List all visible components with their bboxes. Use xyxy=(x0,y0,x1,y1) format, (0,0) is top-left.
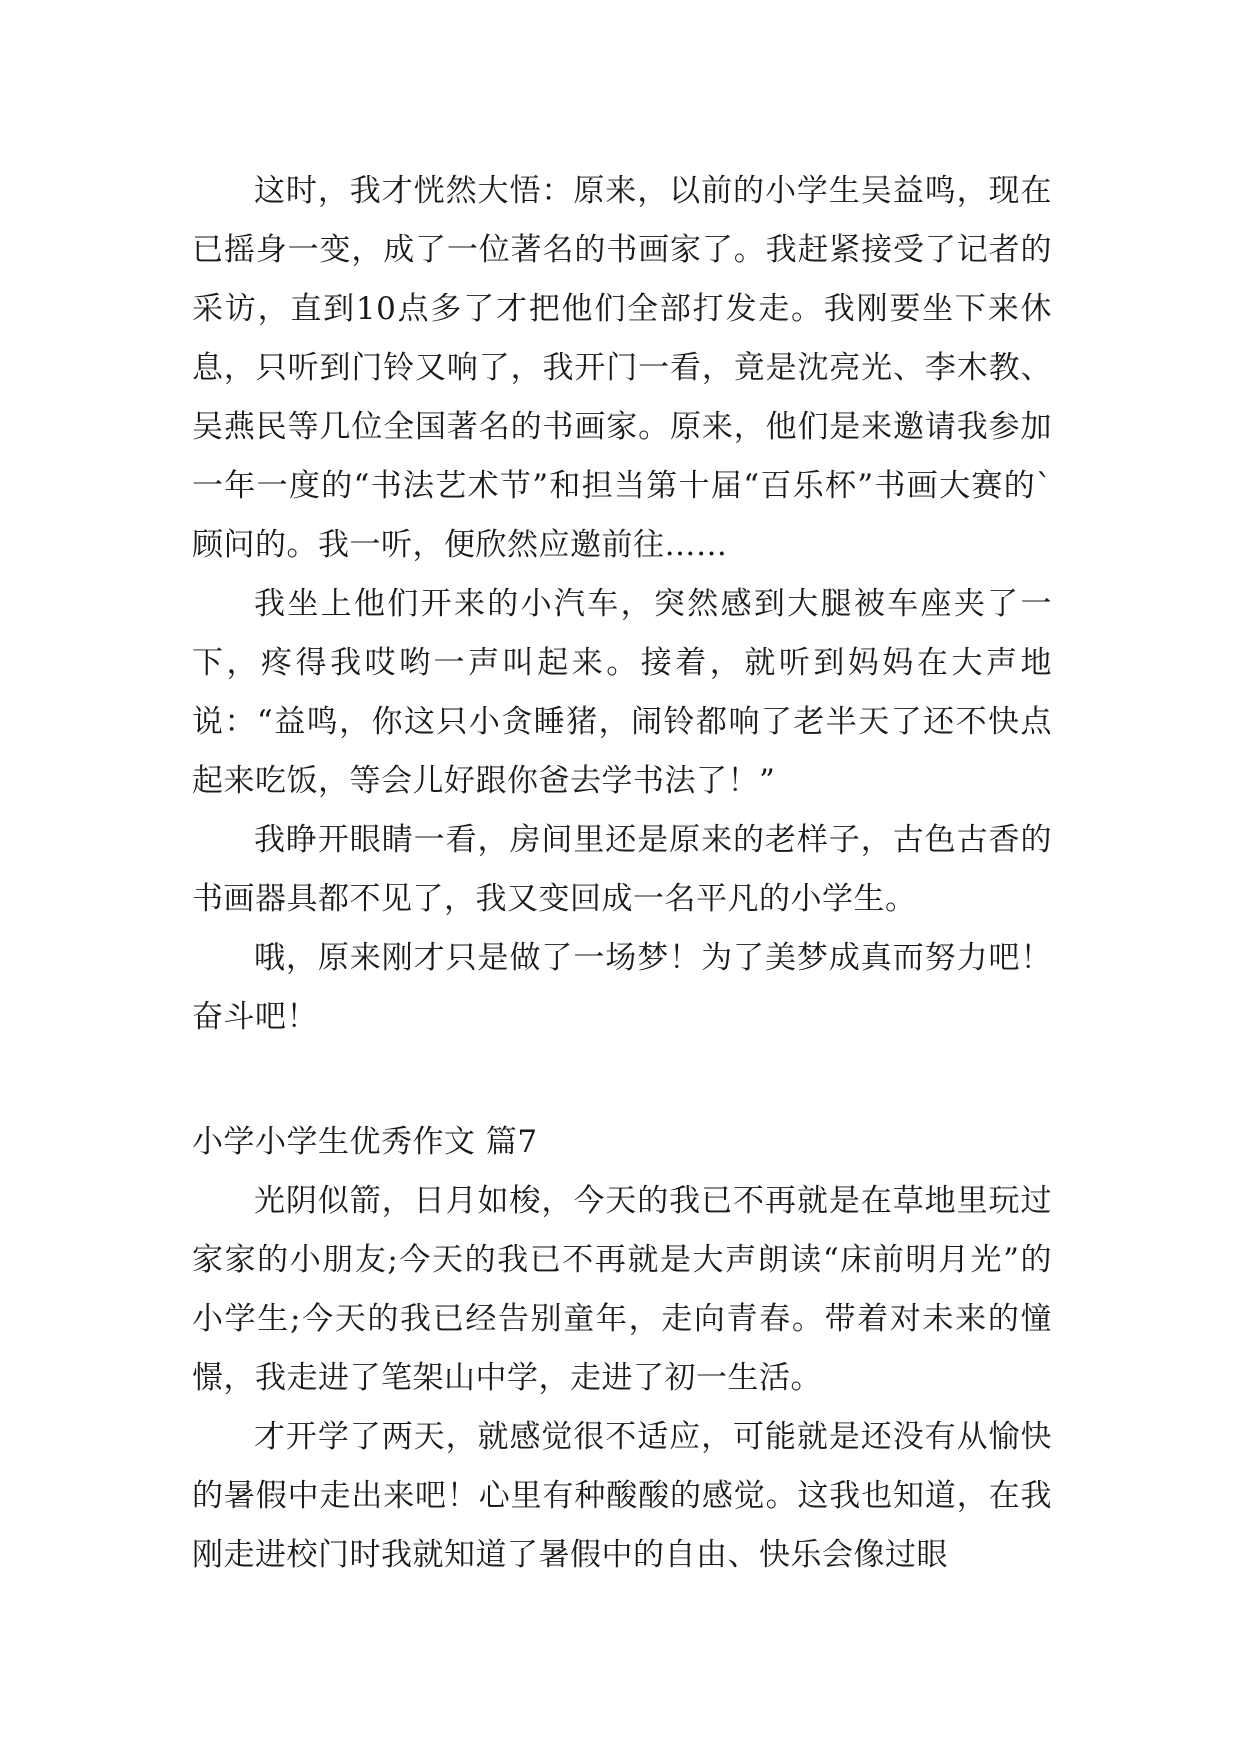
paragraph-6: 才开学了两天，就感觉很不适应，可能就是还没有从愉快的暑假中走出来吧！心里有种酸酸的感觉。这我也知道，在我刚走进校门时我就知道了暑假中的自由、快乐会像过眼 xyxy=(192,1419,1052,1573)
paragraph-4: 哦，原来刚才只是做了一场梦！为了美梦成真而努力吧！奋斗吧！ xyxy=(192,940,1052,1035)
paragraph-1: 这时，我才恍然大悟：原来，以前的小学生吴益鸣，现在已摇身一变，成了一位著名的书画家了。我赶紧接受了记者的采访，直到10点多了才把他们全部打发走。我刚要坐下来休息，只听到门铃又响了，我开门一看，竟是沈亮光、李木教、吴燕民等几位全国著名的书画家。原来，他们是来邀请我参加一年一度的“书法艺术节”和担当第十届“百乐杯”书画大赛的`顾问的。我一听，便欣然应邀前往…… xyxy=(192,173,1052,563)
section-heading: 小学小学生优秀作文 篇7 xyxy=(192,1124,538,1160)
paragraph-3: 我睁开眼睛一看，房间里还是原来的老样子，古色古香的书画器具都不见了，我又变回成一名平凡的小学生。 xyxy=(192,822,1052,917)
document-body xyxy=(192,162,1052,1585)
paragraph-5: 光阴似箭，日月如梭，今天的我已不再就是在草地里玩过家家的小朋友;今天的我已不再就是大声朗读“床前明月光”的小学生;今天的我已经告别童年，走向青春。带着对未来的憧憬，我走进了笔架山中学，走进了初一生活。 xyxy=(192,1183,1052,1396)
paragraph-2: 我坐上他们开来的小汽车，突然感到大腿被车座夹了一下，疼得我哎哟一声叫起来。接着，就听到妈妈在大声地说：“益鸣，你这只小贪睡猪，闹铃都响了老半天了还不快点起来吃饭，等会儿好跟你爸去学书法了！” xyxy=(192,586,1052,799)
